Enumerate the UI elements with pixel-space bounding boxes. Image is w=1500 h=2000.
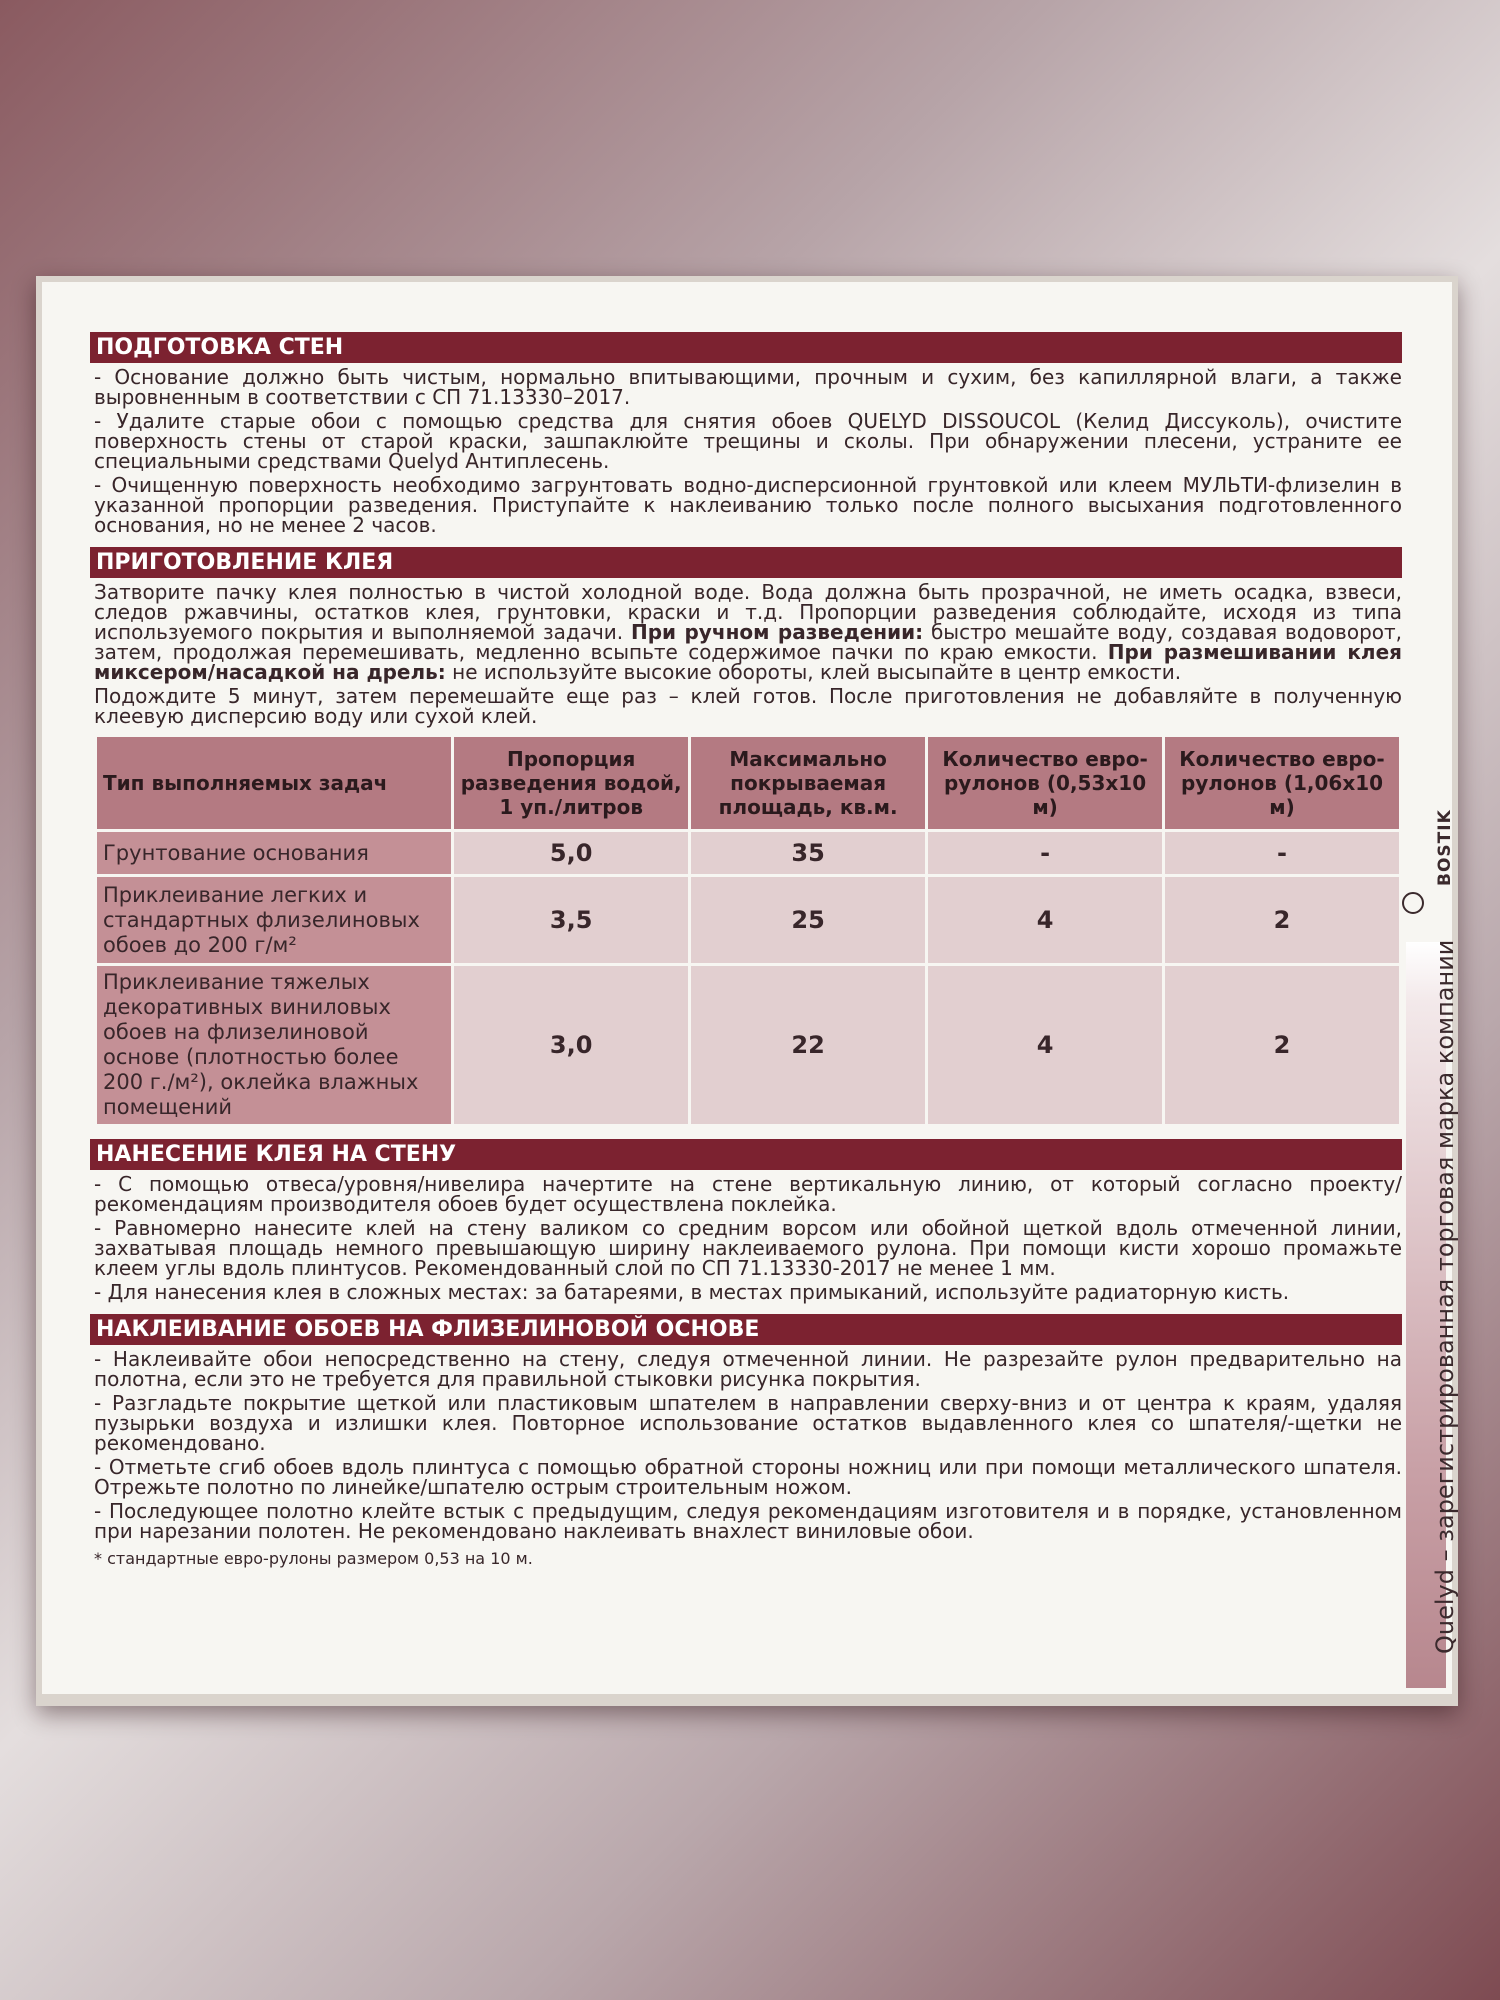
section-title-glue-prep: ПРИГОТОВЛЕНИЕ КЛЕЯ — [90, 547, 1402, 578]
column-header-ratio: Пропорция разведения водой, 1 уп./литров — [454, 737, 688, 829]
area-cell: 25 — [691, 877, 925, 963]
table-row — [97, 832, 1399, 874]
brand-logo-icon — [1402, 892, 1424, 914]
column-header-rolls-053: Количество евро-рулонов (0,53х10 м) — [928, 737, 1162, 829]
area-cell: 35 — [691, 832, 925, 874]
rolls-053-cell: 4 — [928, 966, 1162, 1124]
glue-application-paragraph: - С помощью отвеса/уровня/нивелира начертите на стене вертикальную линию, от который согласно проекту/рекомендациям производителя обоев будет осуществлена поклейка. — [94, 1172, 1402, 1216]
glue-prep-text: быстро мешайте воду, создавая водоворот, затем, продолжая перемешивать, медленно всыпьте содержимое пачки по краю емкости. — [94, 620, 1403, 664]
brand-logo: BOSTIK — [1435, 809, 1455, 886]
rolls-053-cell: - — [928, 832, 1162, 874]
wall-prep-paragraph: - Удалите старые обои с помощью средства для снятия обоев QUELYD DISSOUCOL (Келид Диссуколь), очистите поверхность стены от старой краски, зашпаклюйте трещины и сколы. При обнаружении плесени, устраните ее специальными средствами Quelyd Антиплесень. — [94, 409, 1402, 473]
table-row — [97, 877, 1399, 963]
rolls-053-cell: 4 — [928, 877, 1162, 963]
ratio-cell: 5,0 — [454, 832, 688, 874]
table-row — [97, 966, 1399, 1124]
wallpapering-paragraph: - Отметьте сгиб обоев вдоль плинтуса с помощью обратной стороны ножниц или при помощи металлического шпателя. Отрежьте полотно по линейке/шпателю острым строительным ножом. — [94, 1455, 1402, 1499]
wallpapering-paragraph: - Последующее полотно клейте встык с предыдущим, следуя рекомендациям изготовителя и в порядке, установленном при нарезании полотен. Не рекомендовано наклеивать внахлест виниловые обои. — [94, 1499, 1402, 1543]
mixer-mixing-label: При размешивании клея миксером/насадкой на дрель: — [94, 640, 1402, 684]
glue-prep-after: Подождите 5 минут, затем перемешайте еще раз – клей готов. После приготовления не добавляйте в полученную клеевую дисперсию воду или сухой клей. — [94, 684, 1402, 728]
section-title-wall-prep: ПОДГОТОВКА СТЕН — [90, 332, 1402, 363]
task-cell: Грунтование основания — [97, 832, 451, 874]
ratio-cell: 3,5 — [454, 877, 688, 963]
glue-application-paragraph: - Равномерно нанесите клей на стену валиком со средним ворсом или обойной щеткой вдоль отмеченной линии, захватывая площадь немного превышающую ширину наклеиваемого рулона. При помощи кисти хорошо промажьте клеем углы вдоль плинтусов. Рекомендованный слой по СП 71.13330-2017 не менее 1 мм. — [94, 1216, 1402, 1280]
glue-prep-text: не используйте высокие обороты, клей высыпайте в центр емкости. — [445, 660, 1182, 684]
rolls-106-cell: 2 — [1165, 877, 1399, 963]
area-cell: 22 — [691, 966, 925, 1124]
footnote: * стандартные евро-рулоны размером 0,53 на 10 м. — [94, 1549, 533, 1568]
column-header-task: Тип выполняемых задач — [97, 737, 451, 829]
instruction-content — [90, 332, 1402, 1568]
column-header-rolls-106: Количество евро-рулонов (1,06х10 м) — [1165, 737, 1399, 829]
trademark-note: Quelyd – зарегистрированная торговая марка компании — [1431, 939, 1459, 1654]
task-cell: Приклеивание тяжелых декоративных виниловых обоев на флизелиновой основе (плотностью более 200 г./м²), оклейка влажных помещений — [97, 966, 451, 1124]
manual-mixing-label: При ручном разведении: — [630, 620, 924, 644]
rolls-106-cell: 2 — [1165, 966, 1399, 1124]
product-box — [36, 276, 1458, 1706]
instruction-panel — [42, 282, 1452, 1694]
glue-prep-text: Затворите пачку клея полностью в чистой холодной воде. Вода должна быть прозрачной, не иметь осадка, взвеси, следов ржавчины, остатков клея, грунтовки, краски и т.д. Пропорции разведения соблюдайте, исходя из типа используемого покрытия и выполняемой задачи. — [94, 580, 1402, 644]
table-header-row — [97, 737, 1399, 829]
glue-prep-intro — [90, 582, 1402, 682]
section-title-wallpapering: НАКЛЕИВАНИЕ ОБОЕВ НА ФЛИЗЕЛИНОВОЙ ОСНОВЕ — [90, 1314, 1402, 1345]
column-header-area: Максимально покрываемая площадь, кв.м. — [691, 737, 925, 829]
rolls-106-cell: - — [1165, 832, 1399, 874]
wall-prep-paragraph: - Основание должно быть чистым, нормально впитывающими, прочным и сухим, без капиллярной влаги, а также выровненным в соответствии с СП 71.13330–2017. — [94, 365, 1402, 409]
section-title-glue-application: НАНЕСЕНИЕ КЛЕЯ НА СТЕНУ — [90, 1139, 1402, 1170]
ratio-cell: 3,0 — [454, 966, 688, 1124]
task-cell: Приклеивание легких и стандартных флизелиновых обоев до 200 г/м² — [97, 877, 451, 963]
wallpapering-paragraph: - Наклеивайте обои непосредственно на стену, следуя отмеченной линии. Не разрезайте рулон предварительно на полотна, если это не требуется для правильной стыковки рисунка покрытия. — [94, 1347, 1402, 1391]
wall-prep-paragraph: - Очищенную поверхность необходимо загрунтовать водно-дисперсионной грунтовкой или клеем МУЛЬТИ-флизелин в указанной пропорции разведения. Приступайте к наклеиванию только после полного высыхания подготовленного основания, но не менее 2 часов. — [94, 473, 1402, 537]
dilution-table — [94, 734, 1402, 1127]
wallpapering-paragraph: - Разгладьте покрытие щеткой или пластиковым шпателем в направлении сверху-вниз и от центра к краям, удаляя пузырьки воздуха и излишки клея. Повторное использование остатков выдавленного клея со шпателя/-щетки не рекомендовано. — [94, 1391, 1402, 1455]
glue-application-paragraph: - Для нанесения клея в сложных местах: за батареями, в местах примыканий, используйте радиаторную кисть. — [94, 1280, 1290, 1304]
